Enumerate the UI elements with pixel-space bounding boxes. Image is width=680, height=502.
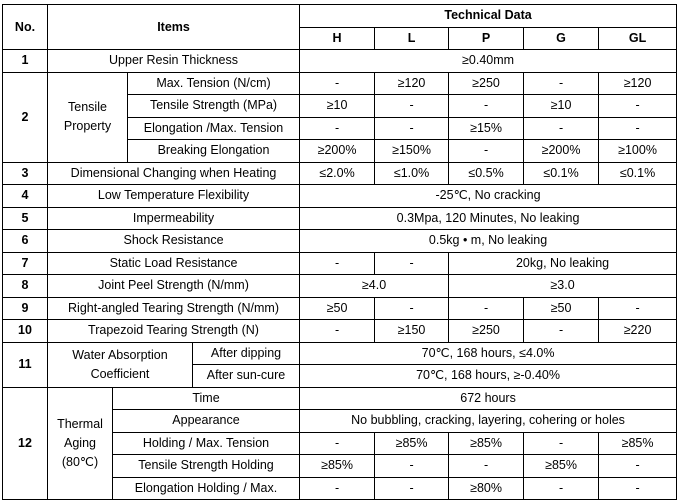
item-label: Shock Resistance [48, 230, 300, 253]
value-cell: ≤0.5% [449, 162, 524, 185]
row-10 [3, 320, 677, 343]
item-label: Impermeability [48, 207, 300, 230]
group-label: Thermal Aging (80℃) [48, 387, 113, 500]
row-no: 7 [3, 252, 48, 275]
row-5 [3, 207, 677, 230]
header-row-1 [3, 5, 677, 28]
item-label: Tensile Strength (MPa) [128, 95, 300, 118]
value-cell: - [375, 117, 449, 140]
value-cell: 0.5kg • m, No leaking [300, 230, 677, 253]
value-cell: No bubbling, cracking, layering, cohering or holes [300, 410, 677, 433]
value-cell: ≥10 [524, 95, 599, 118]
row-no: 5 [3, 207, 48, 230]
item-label: Right-angled Tearing Strength (N/mm) [48, 297, 300, 320]
value-cell: ≥85% [449, 432, 524, 455]
value-cell: ≥200% [300, 140, 375, 163]
row-no: 1 [3, 50, 48, 73]
row-no: 10 [3, 320, 48, 343]
value-cell: -25℃, No cracking [300, 185, 677, 208]
value-cell: - [599, 455, 677, 478]
row-no: 2 [3, 72, 48, 162]
col-h: H [300, 27, 375, 50]
value-cell: ≤2.0% [300, 162, 375, 185]
item-label: After dipping [193, 342, 300, 365]
value-cell: - [300, 72, 375, 95]
value-cell: ≥150 [375, 320, 449, 343]
value-cell: - [599, 477, 677, 500]
value-cell: ≥200% [524, 140, 599, 163]
header-no: No. [3, 5, 48, 50]
value-cell: - [524, 477, 599, 500]
value-cell: - [449, 297, 524, 320]
row-no: 9 [3, 297, 48, 320]
item-label: Elongation Holding / Max. [113, 477, 300, 500]
item-label: Time [113, 387, 300, 410]
value-cell: ≤0.1% [599, 162, 677, 185]
col-gl: GL [599, 27, 677, 50]
value-cell: ≥50 [524, 297, 599, 320]
row-11a [3, 342, 677, 365]
row-no: 8 [3, 275, 48, 298]
value-cell: ≥3.0 [449, 275, 677, 298]
item-label: Breaking Elongation [128, 140, 300, 163]
value-cell: - [375, 95, 449, 118]
value-cell: ≥220 [599, 320, 677, 343]
value-cell: ≥85% [300, 455, 375, 478]
group-label: Tensile Property [48, 72, 128, 162]
value-cell: - [300, 320, 375, 343]
value-cell: ≤0.1% [524, 162, 599, 185]
row-12a [3, 387, 677, 410]
row-2a [3, 72, 677, 95]
value-cell: 70℃, 168 hours, ≥-0.40% [300, 365, 677, 388]
item-label: Holding / Max. Tension [113, 432, 300, 455]
value-cell: - [599, 117, 677, 140]
value-cell: ≥80% [449, 477, 524, 500]
value-cell: 672 hours [300, 387, 677, 410]
item-label: Tensile Strength Holding [113, 455, 300, 478]
header-technical-data: Technical Data [300, 5, 677, 28]
value-cell: ≥120 [599, 72, 677, 95]
value-cell: - [375, 455, 449, 478]
row-6 [3, 230, 677, 253]
row-7 [3, 252, 677, 275]
value-cell: - [524, 320, 599, 343]
row-3 [3, 162, 677, 185]
value-cell: - [599, 297, 677, 320]
col-p: P [449, 27, 524, 50]
item-label: Static Load Resistance [48, 252, 300, 275]
item-label: Dimensional Changing when Heating [48, 162, 300, 185]
col-l: L [375, 27, 449, 50]
item-label: Elongation /Max. Tension [128, 117, 300, 140]
value-cell: ≥250 [449, 320, 524, 343]
value-cell: ≥150% [375, 140, 449, 163]
value-cell: - [599, 95, 677, 118]
row-no: 6 [3, 230, 48, 253]
col-g: G [524, 27, 599, 50]
item-label: Upper Resin Thickness [48, 50, 300, 73]
item-label: Trapezoid Tearing Strength (N) [48, 320, 300, 343]
value-cell: - [300, 252, 375, 275]
row-9 [3, 297, 677, 320]
group-label: Water Absorption Coefficient [48, 342, 193, 387]
value-cell: - [524, 432, 599, 455]
value-cell: ≤1.0% [375, 162, 449, 185]
row-no: 4 [3, 185, 48, 208]
value-cell: - [449, 140, 524, 163]
item-label: Max. Tension (N/cm) [128, 72, 300, 95]
row-1 [3, 50, 677, 73]
row-no: 12 [3, 387, 48, 500]
value-cell: - [375, 297, 449, 320]
spec-table [2, 4, 677, 500]
value-cell: - [375, 252, 449, 275]
value-cell: - [449, 95, 524, 118]
value-cell: - [300, 117, 375, 140]
item-label: Low Temperature Flexibility [48, 185, 300, 208]
item-label: After sun-cure [193, 365, 300, 388]
value-cell: ≥10 [300, 95, 375, 118]
value-cell: ≥50 [300, 297, 375, 320]
value-cell: ≥85% [375, 432, 449, 455]
value-cell: ≥4.0 [300, 275, 449, 298]
value-cell: ≥15% [449, 117, 524, 140]
value-cell: - [300, 432, 375, 455]
value-cell: ≥85% [599, 432, 677, 455]
value-cell: 0.3Mpa, 120 Minutes, No leaking [300, 207, 677, 230]
value-cell: ≥250 [449, 72, 524, 95]
row-4 [3, 185, 677, 208]
value-cell: 70℃, 168 hours, ≤4.0% [300, 342, 677, 365]
value-cell: - [524, 72, 599, 95]
item-label: Appearance [113, 410, 300, 433]
value-cell: ≥85% [524, 455, 599, 478]
value-cell: - [300, 477, 375, 500]
value-cell: - [524, 117, 599, 140]
item-label: Joint Peel Strength (N/mm) [48, 275, 300, 298]
value-cell: - [449, 455, 524, 478]
value-cell: 20kg, No leaking [449, 252, 677, 275]
row-no: 11 [3, 342, 48, 387]
value-cell: ≥120 [375, 72, 449, 95]
row-no: 3 [3, 162, 48, 185]
row-8 [3, 275, 677, 298]
value-cell: - [375, 477, 449, 500]
value-cell: ≥0.40mm [300, 50, 677, 73]
header-items: Items [48, 5, 300, 50]
value-cell: ≥100% [599, 140, 677, 163]
